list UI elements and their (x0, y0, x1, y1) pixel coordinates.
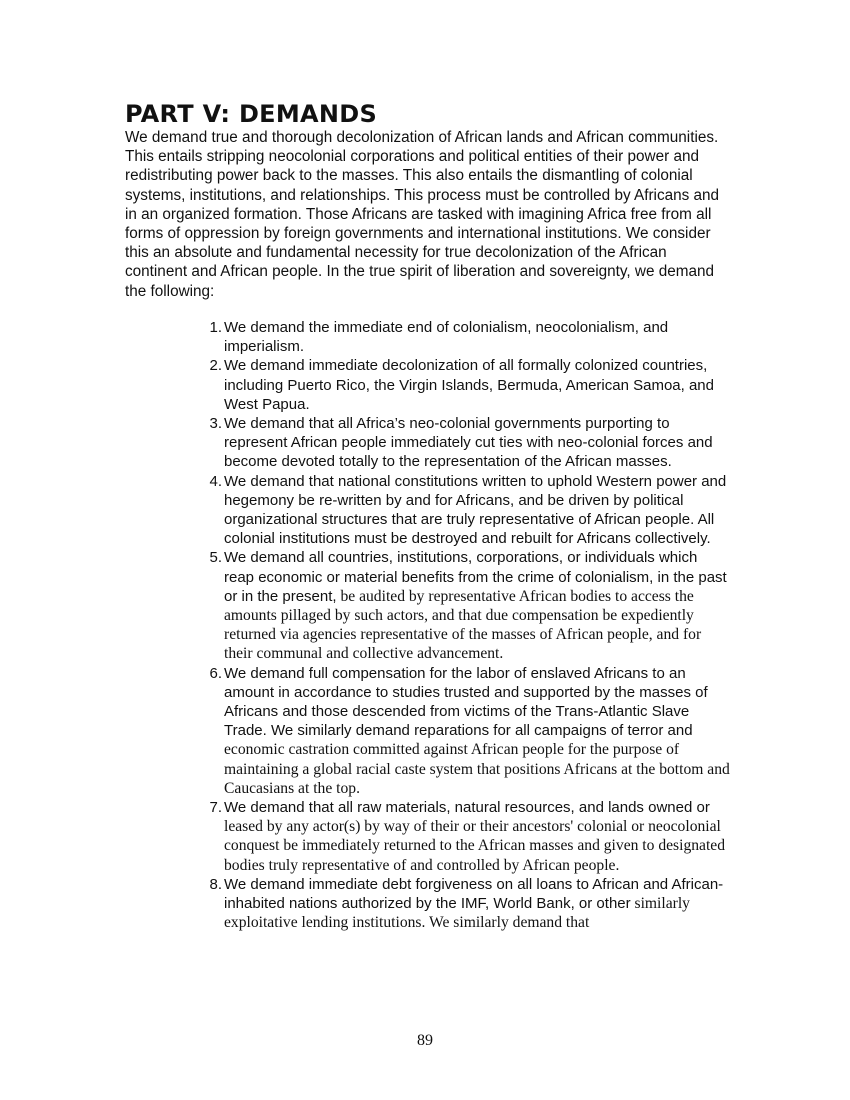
list-item (196, 548, 730, 663)
list-item-text-part: be audited by representative African bodies to access the amounts pillaged by such actors, and that due compensation be expediently returned via agencies representative of the masses of African people, and for their communal and collective advancement. (224, 587, 702, 663)
list-item-text (224, 664, 730, 798)
list-item-text-part: We demand immediate debt forgiveness on all loans to African and African-inhabited nations authorized by the IMF, World Bank, or other (224, 875, 724, 913)
list-item (196, 318, 730, 356)
section-heading: PART V: DEMANDS (125, 100, 378, 128)
list-item-text (224, 548, 730, 663)
list-item-text-part: leased by any actor(s) by way of their or their ancestors' colonial or neocolonial conquest be immediately returned to the African masses and given to designated bodies truly representative of and controlled by African people. (224, 818, 726, 874)
list-item (196, 875, 730, 933)
list-item-number: 4. (209, 472, 222, 490)
list-item-text: We demand that national constitutions written to uphold Western power and hegemony be re-written by and for Africans, and be driven by political organizational structures that are truly representative of African people. All colonial institutions must be destroyed and rebuilt for Africans collectively. (224, 472, 727, 548)
list-item-text: We demand the immediate end of colonialism, neocolonialism, and imperialism. (224, 319, 669, 356)
list-item-text-part: We demand all countries, institutions, corporations, or individuals which reap economic or material benefits from the crime of colonialism, in the past or in the present, (224, 549, 727, 605)
list-item (196, 414, 730, 472)
list-item (196, 664, 730, 798)
list-item-number: 5. (209, 549, 222, 567)
list-item-text (224, 798, 730, 875)
list-item-text-part: economic castration committed against African people for the purpose of maintaining a global racial caste system that positions Africans at the bottom and Caucasians at the top. (224, 741, 730, 797)
list-item-text-part: similarly exploitative lending institutions. We similarly demand that (224, 895, 690, 932)
list-item-text: We demand immediate decolonization of all formally colonized countries, including Puerto Rico, the Virgin Islands, Bermuda, American Samoa, and West Papua. (224, 357, 714, 413)
list-item (196, 356, 730, 414)
page-number: 89 (417, 1032, 433, 1049)
list-item (196, 472, 730, 549)
list-item (196, 798, 730, 875)
intro-paragraph: We demand true and thorough decolonization of African lands and African communities. This entails stripping neocolonial corporations and political entities of their power and redistributing power back to the masses. This also entails the dismantling of colonial systems, institutions, and relationships. This process must be controlled by Africans and in an organized formation. Those Africans are tasked with imagining Africa free from all forms of oppression by foreign governments and international institutions. We consider this an absolute and fundamental necessity for true decolonization of the African continent and African people. In the true spirit of liberation and sovereignty, we demand the following: (125, 129, 720, 300)
demands-list (196, 318, 730, 933)
list-item-number: 7. (209, 799, 222, 817)
list-item-number: 2. (209, 357, 222, 375)
list-item-text: We demand that all Africa’s neo-colonial governments purporting to represent African people immediately cut ties with neo-colonial forces and become devoted totally to the representation of the African masses. (224, 415, 713, 471)
list-item-text (224, 875, 730, 933)
list-item-text-part: We demand that all raw materials, natural resources, and lands owned or (224, 799, 710, 817)
list-item-number: 6. (209, 664, 222, 682)
list-item-number: 3. (209, 415, 222, 433)
list-item-text-part: We demand full compensation for the labor of enslaved Africans to an amount in accordance to studies trusted and supported by the masses of Africans and those descended from victims of the Trans-Atlantic Slave Trade. We similarly demand reparations for all campaigns of terror and (224, 664, 708, 740)
list-item-number: 8. (209, 875, 222, 893)
list-item-number: 1. (209, 319, 222, 336)
